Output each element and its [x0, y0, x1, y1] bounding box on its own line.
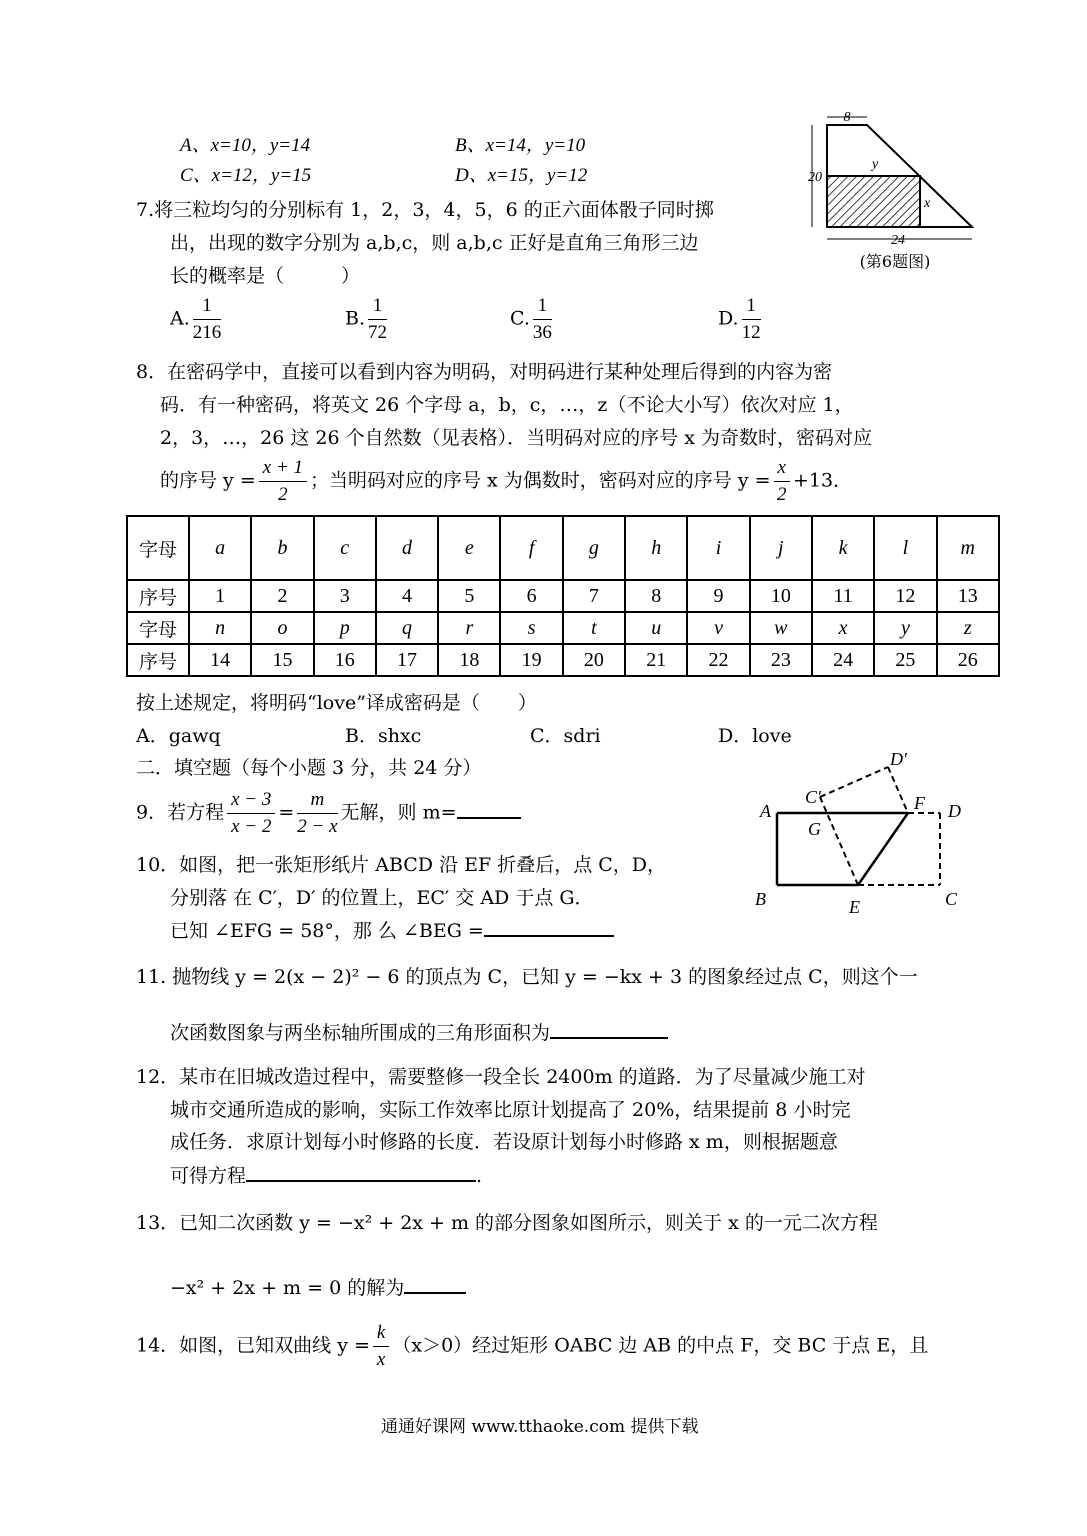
- q6-label-left: 20: [808, 170, 822, 185]
- q8-line1: 8．在密码学中，直接可以看到内容为明码，对明码进行某种处理后得到的内容为密: [136, 361, 833, 383]
- q6-label-y: y: [872, 157, 879, 172]
- table-cell: x: [812, 612, 874, 644]
- table-cell: 7: [563, 580, 625, 612]
- q10-label-c: C: [945, 889, 958, 909]
- table-cell: 18: [438, 644, 500, 676]
- q8-line3: 2，3，…，26 这 26 个自然数（见表格）．当明码对应的序号 x 为奇数时，密码对应: [160, 427, 872, 449]
- table-cell: 1: [189, 580, 251, 612]
- q10-label-d: D: [948, 801, 961, 821]
- q10-fold-figure: [750, 745, 975, 915]
- q11-line1: 11. 抛物线 y = 2(x − 2)² − 6 的顶点为 C，已知 y = −kx + 3 的图象经过点 C，则这个一: [136, 966, 918, 988]
- table-cell: u: [625, 612, 687, 644]
- table-cell: m: [937, 516, 999, 580]
- table-cell: 15: [251, 644, 313, 676]
- table-cell: 19: [500, 644, 562, 676]
- q8-line2: 码．有一种密码，将英文 26 个字母 a，b，c，…，z（不论大小写）依次对应 1，: [160, 394, 854, 416]
- q8-option-b: B．shxc: [345, 725, 422, 747]
- table-cell: 13: [937, 580, 999, 612]
- q10-line2: 分别落 在 C′，D′ 的位置上，EC′ 交 AD 于点 G．: [170, 887, 594, 909]
- table-cell: 10: [750, 580, 812, 612]
- table-cell: 2: [251, 580, 313, 612]
- q13-line1: 13．已知二次函数 y = −x² + 2x + m 的部分图象如图所示，则关于 x 的一元二次方程: [136, 1212, 878, 1234]
- table-cell: t: [563, 612, 625, 644]
- q13-line2: −x² + 2x + m = 0 的解为: [170, 1272, 466, 1300]
- table-header-letter: 字母: [127, 516, 189, 580]
- section-title-fill-in: 二．填空题（每个小题 3 分，共 24 分）: [136, 757, 482, 779]
- q6-label-bottom: 24: [891, 233, 905, 248]
- q7-line2: 出，出现的数字分别为 a,b,c，则 a,b,c 正好是直角三角形三边: [170, 232, 699, 254]
- table-cell: y: [874, 612, 936, 644]
- q10-label-d-prime: D′: [890, 749, 907, 769]
- cipher-table: [126, 515, 1000, 677]
- table-cell: i: [687, 516, 749, 580]
- table-cell: 6: [500, 580, 562, 612]
- table-cell: 25: [874, 644, 936, 676]
- table-cell: 9: [687, 580, 749, 612]
- table-cell: g: [563, 516, 625, 580]
- q6-option-b: B、x=14，y=10: [455, 135, 586, 156]
- q8-option-d: D．love: [718, 725, 792, 747]
- table-cell: q: [376, 612, 438, 644]
- table-cell: 12: [874, 580, 936, 612]
- q8-option-a: A．gawq: [136, 725, 221, 747]
- q10-label-a: A: [760, 801, 771, 821]
- table-row: [127, 612, 999, 644]
- q8-question: 按上述规定，将明码“love”译成密码是（ ）: [136, 692, 537, 714]
- table-cell: w: [750, 612, 812, 644]
- q7-line3: 长的概率是（ ）: [170, 265, 361, 287]
- q7-option-b: B. $\frac{1}{72}$: [345, 295, 388, 343]
- table-row: [127, 580, 999, 612]
- table-cell: 22: [687, 644, 749, 676]
- q7-option-d: D. $\frac{1}{12}$: [718, 295, 761, 343]
- q6-option-a: A、x=10，y=14: [180, 135, 311, 156]
- table-cell: 4: [376, 580, 438, 612]
- table-cell: v: [687, 612, 749, 644]
- q10-line3: 已知 ∠EFG = 58°，那 么 ∠BEG =: [170, 915, 614, 943]
- q12-line2: 城市交通所造成的影响，实际工作效率比原计划提高了 20%，结果提前 8 小时完: [170, 1099, 851, 1121]
- table-cell: 16: [314, 644, 376, 676]
- q6-option-d: D、x=15，y=12: [455, 165, 588, 186]
- q7-line1: 7.将三粒均匀的分别标有 1，2，3，4，5，6 的正六面体骰子同时掷: [136, 199, 714, 221]
- table-cell: p: [314, 612, 376, 644]
- table-cell: 3: [314, 580, 376, 612]
- q11-line2: 次函数图象与两坐标轴所围成的三角形面积为: [170, 1017, 668, 1045]
- q10-label-c-prime: C′: [805, 787, 821, 807]
- table-cell: 23: [750, 644, 812, 676]
- table-cell: j: [750, 516, 812, 580]
- table-cell: l: [874, 516, 936, 580]
- table-cell: r: [438, 612, 500, 644]
- table-header-letter: 字母: [127, 612, 189, 644]
- table-cell: a: [189, 516, 251, 580]
- page-footer: 通通好课网 www.tthaoke.com 提供下载: [381, 1417, 699, 1437]
- table-cell: 17: [376, 644, 438, 676]
- table-cell: e: [438, 516, 500, 580]
- table-cell: 26: [937, 644, 999, 676]
- table-cell: 20: [563, 644, 625, 676]
- table-cell: c: [314, 516, 376, 580]
- table-cell: f: [500, 516, 562, 580]
- table-cell: 24: [812, 644, 874, 676]
- q10-label-e: E: [849, 897, 860, 915]
- table-cell: h: [625, 516, 687, 580]
- table-cell: 21: [625, 644, 687, 676]
- q8-line4: 的序号 y = $\frac{x + 1}{2}$ ；当明码对应的序号 x 为偶数时，密码对应的序号 y = $\frac{x}{2}$ +13．: [160, 457, 853, 505]
- q9-line: 9．若方程 $\frac{x - 3}{x - 2}$ = $\frac{m}{2 - x}$ 无解，则 m=: [136, 787, 521, 840]
- q12-line4: 可得方程 .: [170, 1160, 482, 1188]
- table-cell: b: [251, 516, 313, 580]
- table-cell: z: [937, 612, 999, 644]
- q10-label-f: F: [914, 793, 925, 813]
- table-cell: k: [812, 516, 874, 580]
- table-cell: 5: [438, 580, 500, 612]
- q12-line3: 成任务．求原计划每小时修路的长度．若设原计划每小时修路 x m，则根据题意: [170, 1131, 838, 1153]
- table-cell: 8: [625, 580, 687, 612]
- table-cell: d: [376, 516, 438, 580]
- q6-label-top: 8: [843, 110, 851, 125]
- q6-label-x: x: [924, 196, 931, 211]
- q10-label-g: G: [808, 819, 821, 839]
- q6-option-c: C、x=12，y=15: [180, 165, 312, 186]
- q6-fig-caption: (第6题图): [859, 252, 931, 271]
- table-header-index: 序号: [127, 580, 189, 612]
- table-cell: 14: [189, 644, 251, 676]
- q6-trapezoid-figure: [800, 105, 985, 280]
- q10-label-b: B: [755, 889, 766, 909]
- table-row: [127, 644, 999, 676]
- q12-line1: 12．某市在旧城改造过程中，需要整修一段全长 2400m 的道路．为了尽量减少施工对: [136, 1066, 866, 1088]
- table-cell: s: [500, 612, 562, 644]
- table-header-index: 序号: [127, 644, 189, 676]
- q8-option-c: C．sdri: [530, 725, 601, 747]
- q7-option-c: C. $\frac{1}{36}$: [510, 295, 552, 343]
- q10-line1: 10．如图，把一张矩形纸片 ABCD 沿 EF 折叠后，点 C，D，: [136, 854, 667, 876]
- table-cell: n: [189, 612, 251, 644]
- table-row: [127, 516, 999, 580]
- q14-line: 14．如图，已知双曲线 y = $\frac{k}{x}$ （x＞0）经过矩形 OABC 边 AB 的中点 F，交 BC 于点 E，且: [136, 1322, 929, 1370]
- table-cell: o: [251, 612, 313, 644]
- q7-option-a: A. $\frac{1}{216}$: [170, 295, 222, 343]
- table-cell: 11: [812, 580, 874, 612]
